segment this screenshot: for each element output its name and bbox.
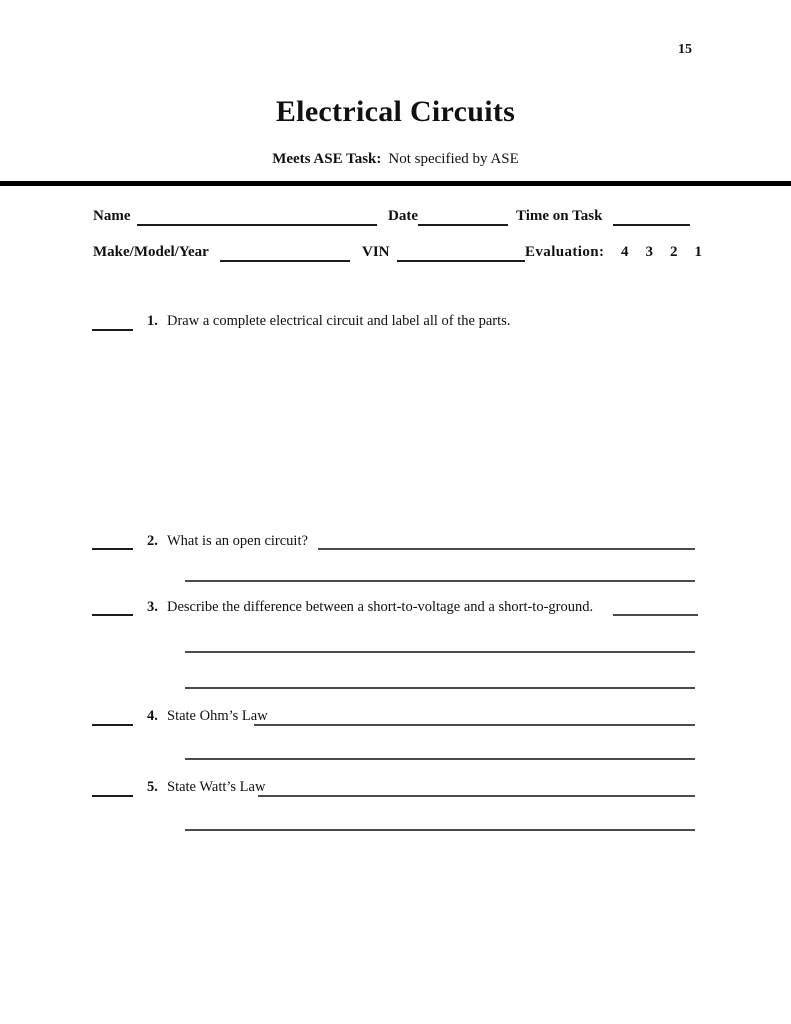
ase-task-line xyxy=(0,152,791,167)
make-model-year-write-line[interactable] xyxy=(220,260,350,262)
question-4-answer-line-2[interactable] xyxy=(185,758,695,760)
question-5-answer-line-2[interactable] xyxy=(185,829,695,831)
question-2-text: What is an open circuit? xyxy=(167,533,308,549)
vin-label: VIN xyxy=(362,244,390,260)
date-label: Date xyxy=(388,208,418,224)
question-1-drawing-area[interactable] xyxy=(93,345,693,523)
question-2-answer-line-2[interactable] xyxy=(185,580,695,582)
ase-task-label: Meets ASE Task: xyxy=(272,151,382,167)
question-5-score-line[interactable] xyxy=(92,795,133,797)
question-2-number: 2. xyxy=(147,533,158,549)
question-5-answer-line-1[interactable] xyxy=(258,795,695,797)
evaluation-option-1[interactable]: 1 xyxy=(694,244,702,260)
question-4-text: State Ohm’s Law xyxy=(167,708,268,724)
question-2-answer-line-1[interactable] xyxy=(318,548,695,550)
make-model-year-label: Make/Model/Year xyxy=(93,244,209,260)
evaluation-scale xyxy=(621,245,702,260)
evaluation-option-4[interactable]: 4 xyxy=(621,244,629,260)
time-on-task-label: Time on Task xyxy=(516,208,603,224)
question-1-number: 1. xyxy=(147,313,158,329)
page-title: Electrical Circuits xyxy=(275,95,516,128)
evaluation-label: Evaluation: xyxy=(525,244,605,260)
time-on-task-write-line[interactable] xyxy=(613,224,690,226)
question-4-number: 4. xyxy=(147,708,158,724)
question-3-answer-line-3[interactable] xyxy=(185,687,695,689)
question-5-number: 5. xyxy=(147,779,158,795)
question-3-answer-line-1[interactable] xyxy=(613,614,698,616)
header-divider xyxy=(0,181,791,186)
page-number: 15 xyxy=(678,42,692,57)
question-2-score-line[interactable] xyxy=(92,548,133,550)
question-3-score-line[interactable] xyxy=(92,614,133,616)
question-1-text: Draw a complete electrical circuit and label all of the parts. xyxy=(167,313,511,329)
name-label: Name xyxy=(93,208,131,224)
question-3-answer-line-2[interactable] xyxy=(185,651,695,653)
date-write-line[interactable] xyxy=(418,224,508,226)
question-3-text: Describe the difference between a short-to-voltage and a short-to-ground. xyxy=(167,599,594,615)
question-5-text: State Watt’s Law xyxy=(167,779,266,795)
question-4-answer-line-1[interactable] xyxy=(254,724,695,726)
question-4-score-line[interactable] xyxy=(92,724,133,726)
name-write-line[interactable] xyxy=(137,224,377,226)
evaluation-option-2[interactable]: 2 xyxy=(670,244,678,260)
vin-write-line[interactable] xyxy=(397,260,525,262)
evaluation-option-3[interactable]: 3 xyxy=(645,244,653,260)
question-1-score-line[interactable] xyxy=(92,329,133,331)
question-3-number: 3. xyxy=(147,599,158,615)
ase-task-value: Not specified by ASE xyxy=(388,151,519,167)
